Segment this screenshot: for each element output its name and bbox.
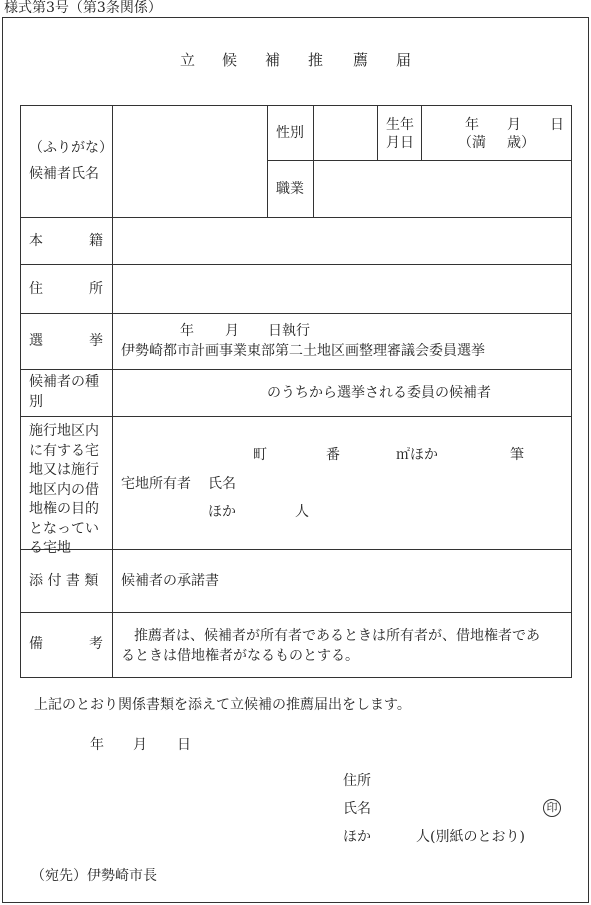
remarks-label-char: 考 xyxy=(89,636,103,652)
candidate-name-field[interactable] xyxy=(114,107,264,215)
sex-label: 性別 xyxy=(276,125,304,141)
candidate-type-label-line2: 別 xyxy=(29,394,43,410)
title-char: 推 xyxy=(308,51,324,69)
seal-mark: 印 xyxy=(543,799,561,817)
date-year: 年 xyxy=(90,737,104,753)
birth-year: 年 xyxy=(465,117,479,133)
form-number: 様式第3号（第3条関係） xyxy=(4,0,162,16)
land-hitsu: 筆 xyxy=(510,447,524,463)
land-owner-label: 宅地所有者 xyxy=(121,476,191,492)
election-day: 日執行 xyxy=(268,323,310,339)
land-area: ㎡ほか xyxy=(396,447,438,463)
election-year: 年 xyxy=(180,323,194,339)
birth-label-line1: 生年 xyxy=(386,117,414,133)
land-label-line: 地権の目的 xyxy=(29,501,99,517)
sex-field[interactable] xyxy=(315,107,375,158)
birth-day: 日 xyxy=(550,117,564,133)
address-field[interactable] xyxy=(114,266,569,311)
land-label-line: 地区内の借 xyxy=(29,481,99,498)
land-cho: 町 xyxy=(253,447,267,463)
candidate-name-label: 候補者氏名 xyxy=(29,166,99,182)
remarks-line2: るときは借地権者がなるものとする。 xyxy=(121,648,359,664)
date-month: 月 xyxy=(133,737,147,753)
honseki-label-char: 本 xyxy=(29,233,43,249)
land-label-line: 地又は施行 xyxy=(29,462,99,478)
title-char: 立 xyxy=(180,51,196,69)
land-label-line: に有する宅 xyxy=(29,442,99,459)
title-char: 候 xyxy=(222,51,238,69)
date-day: 日 xyxy=(177,737,191,753)
birth-month: 月 xyxy=(507,117,521,133)
attachments-value: 候補者の承諾書 xyxy=(121,573,219,589)
title-char: 補 xyxy=(265,51,281,69)
honseki-label-char: 籍 xyxy=(89,233,103,249)
candidate-type-label-line1: 候補者の種 xyxy=(29,374,99,390)
title-char: 薦 xyxy=(353,51,369,69)
election-month: 月 xyxy=(225,323,239,339)
remarks-line1: 推薦者は、候補者が所有者であるときは所有者が、借地権者であ xyxy=(134,628,540,644)
signer-persons: 人(別紙のとおり) xyxy=(416,829,525,845)
addressee: （宛先）伊勢崎市長 xyxy=(31,868,157,884)
election-label-char: 挙 xyxy=(89,333,103,349)
furigana-label: （ふりがな） xyxy=(29,140,113,156)
election-name: 伊勢崎都市計画事業東部第二土地区画整理審議会委員選挙 xyxy=(121,343,485,359)
land-owner-name: 氏名 xyxy=(208,476,236,492)
address-label-char: 住 xyxy=(29,281,43,297)
signer-address-label: 住所 xyxy=(343,773,371,789)
election-label-char: 選 xyxy=(29,333,43,349)
signer-others: ほか xyxy=(343,829,371,845)
land-others: ほか xyxy=(208,504,236,520)
land-ban: 番 xyxy=(326,447,340,463)
land-label-line: 施行地区内 xyxy=(29,423,99,439)
occupation-field[interactable] xyxy=(315,162,569,215)
honseki-field[interactable] xyxy=(114,219,569,262)
attachments-label: 添 付 書 類 xyxy=(29,573,99,589)
land-label-line: となってい xyxy=(29,520,99,537)
birth-label-line2: 月日 xyxy=(386,135,414,151)
age-close: 歳） xyxy=(507,135,535,151)
signer-name-label: 氏名 xyxy=(343,801,371,817)
land-label-line: る宅地 xyxy=(29,540,71,556)
address-label-char: 所 xyxy=(89,281,103,297)
age-open: （満 xyxy=(458,135,486,151)
statement: 上記のとおり関係書類を添えて立候補の推薦届出をします。 xyxy=(34,697,411,713)
candidate-type-text: のうちから選挙される委員の候補者 xyxy=(267,385,491,401)
land-persons: 人 xyxy=(295,504,309,520)
land-label xyxy=(29,422,107,559)
title-char: 届 xyxy=(396,51,412,69)
occupation-label: 職業 xyxy=(276,181,304,197)
remarks-label-char: 備 xyxy=(29,636,43,652)
